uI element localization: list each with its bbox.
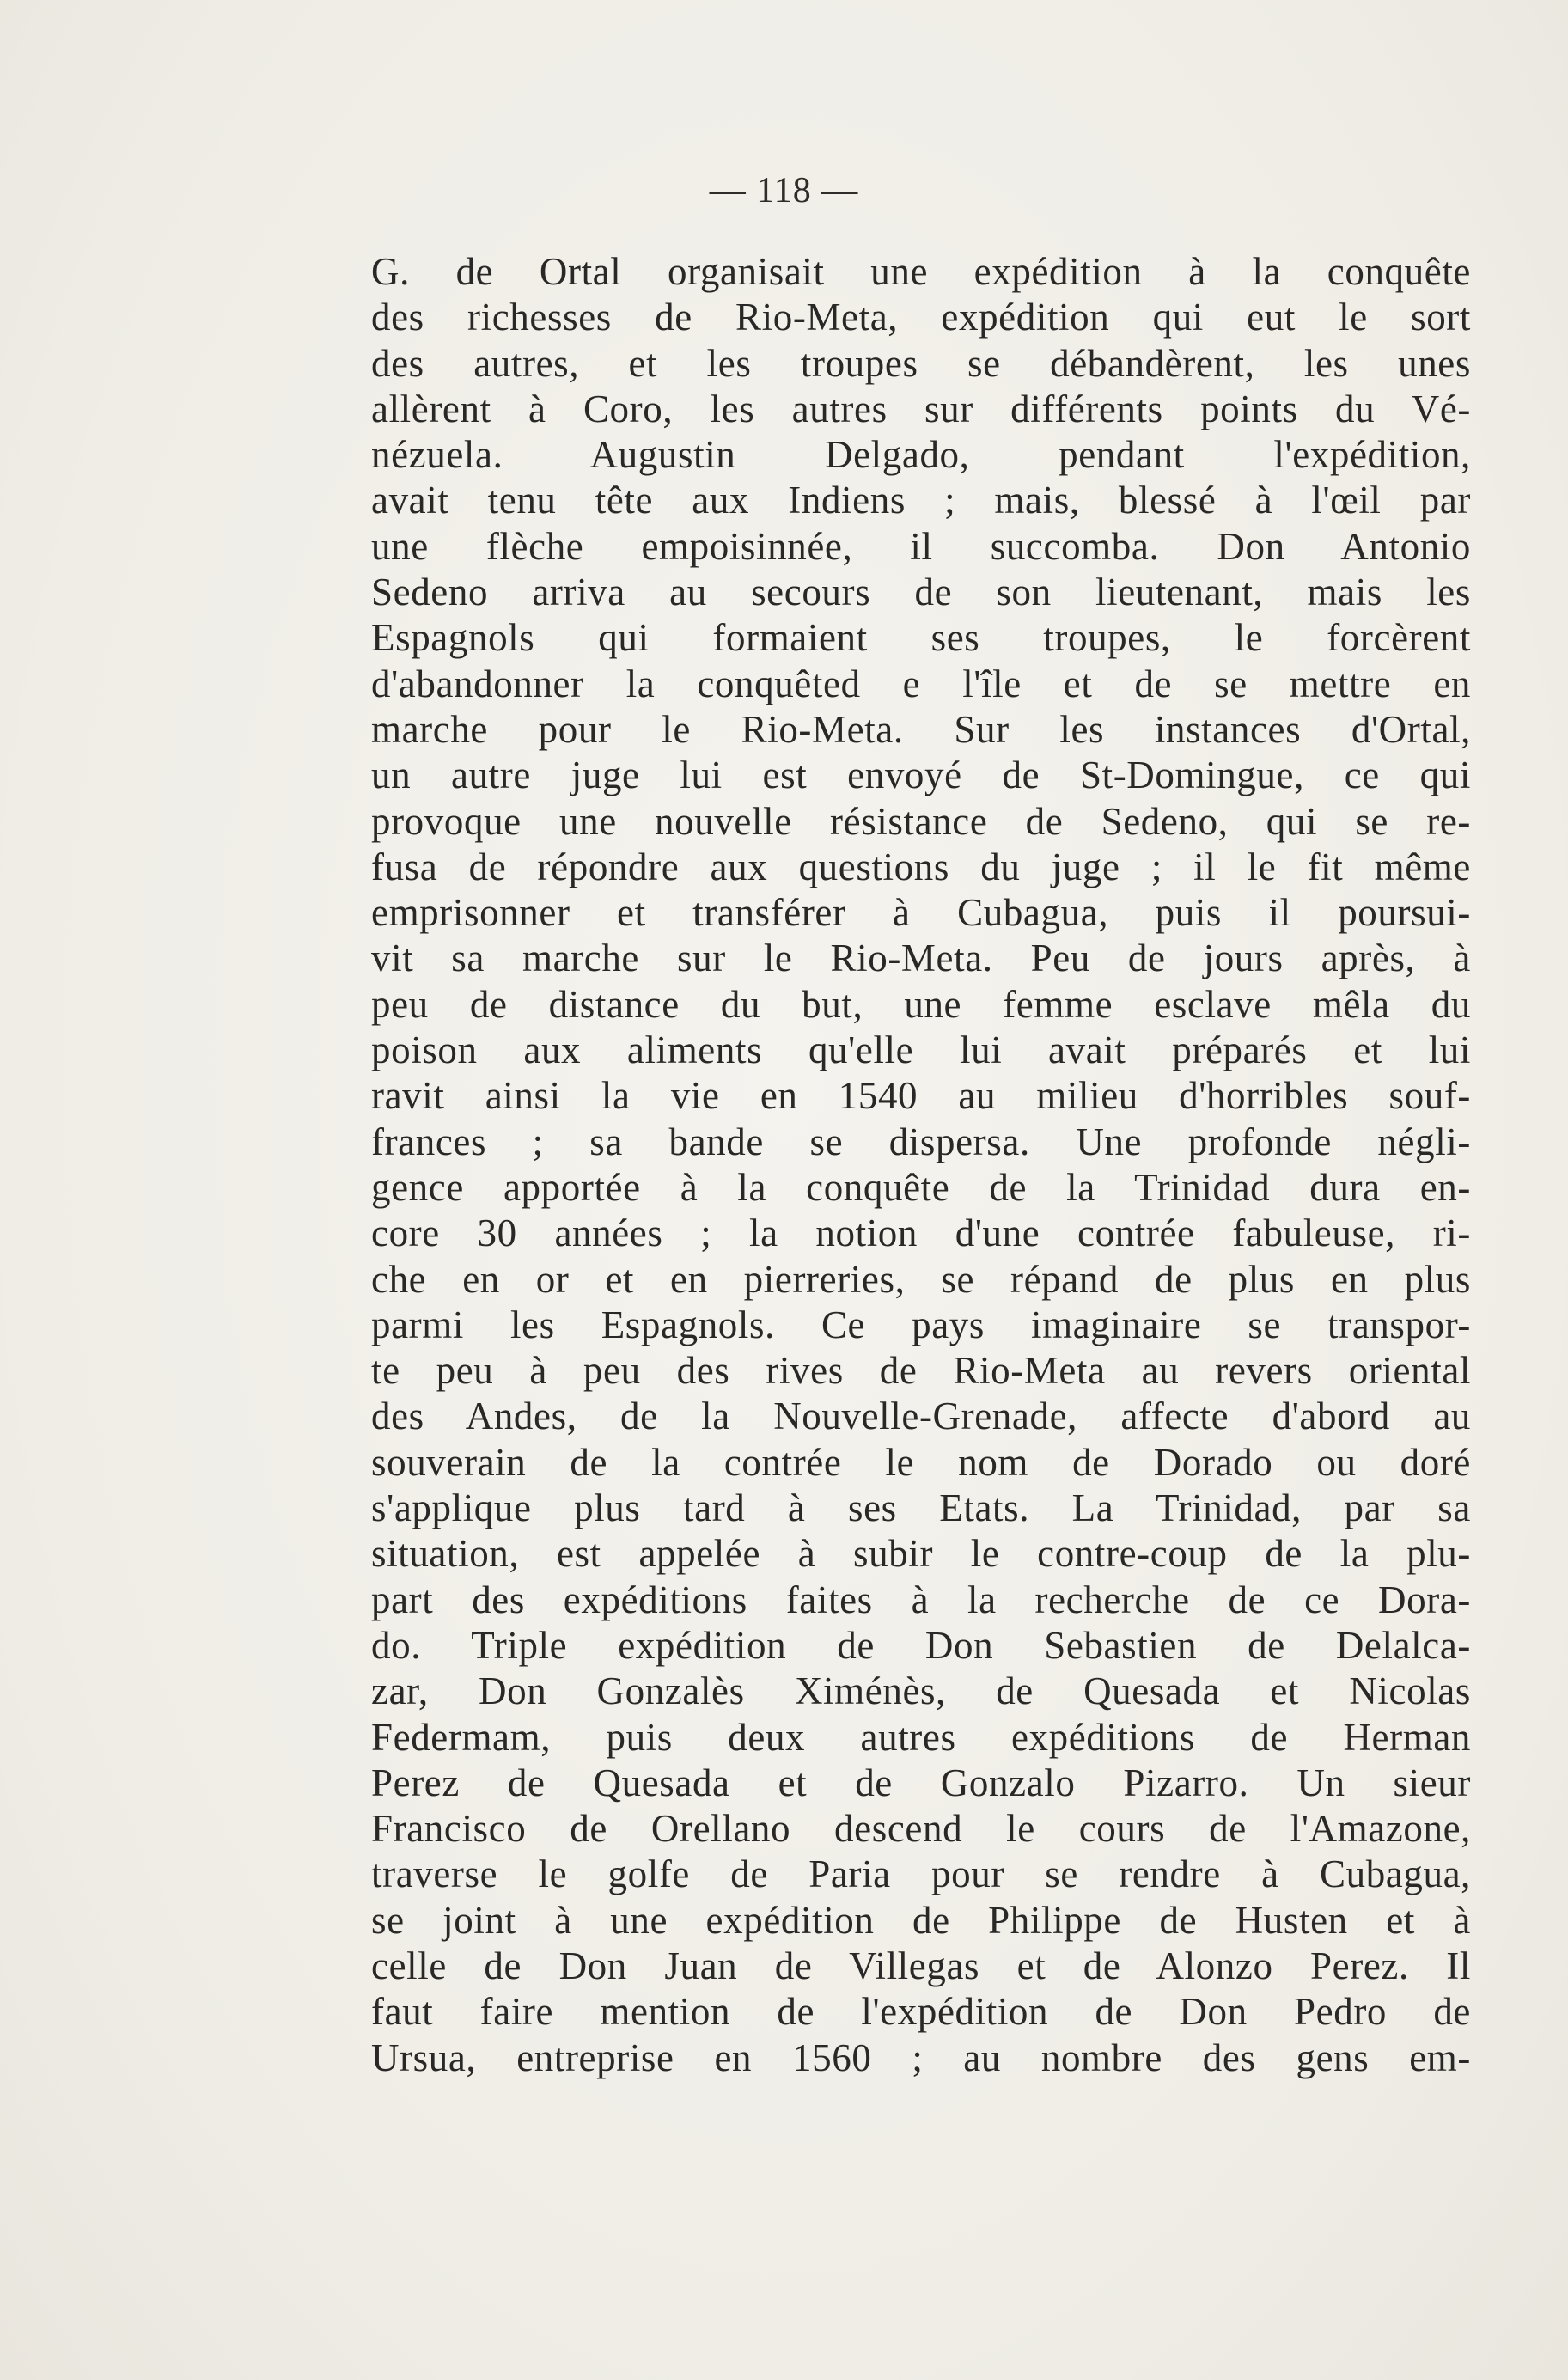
- text-line: parmi les Espagnols. Ce pays imaginaire se transpor-: [371, 1303, 1471, 1346]
- text-line: des Andes, de la Nouvelle-Grenade, affecte d'abord au: [371, 1394, 1471, 1438]
- text-line: souverain de la contrée le nom de Dorado ou doré: [371, 1440, 1471, 1484]
- text-line: avait tenu tête aux Indiens ; mais, blessé à l'œil par: [371, 479, 1471, 522]
- text-line: s'applique plus tard à ses Etats. La Trinidad, par sa: [371, 1486, 1471, 1530]
- text-line: une flèche empoisinnée, il succomba. Don Antonio: [371, 524, 1471, 568]
- text-line: nézuela. Augustin Delgado, pendant l'expédition,: [371, 433, 1471, 477]
- text-line: marche pour le Rio-Meta. Sur les instances d'Ortal,: [371, 707, 1471, 751]
- text-line: gence apportée à la conquête de la Trinidad dura en-: [371, 1165, 1471, 1209]
- text-line: celle de Don Juan de Villegas et de Alonzo Perez. Il: [371, 1944, 1471, 1987]
- text-line: se joint à une expédition de Philippe de Husten et à: [371, 1898, 1471, 1942]
- text-line: provoque une nouvelle résistance de Sedeno, qui se re-: [371, 799, 1471, 843]
- text-line: d'abandonner la conquêted e l'île et de se mettre en: [371, 662, 1471, 705]
- text-line: te peu à peu des rives de Rio-Meta au revers oriental: [371, 1349, 1471, 1393]
- text-line: allèrent à Coro, les autres sur différents points du Vé-: [371, 387, 1471, 430]
- page-number: — 118 —: [709, 171, 859, 211]
- text-line: Francisco de Orellano descend le cours de l'Amazone,: [371, 1807, 1471, 1851]
- body-text: [371, 249, 1471, 2081]
- text-line: traverse le golfe de Paria pour se rendre à Cubagua,: [371, 1852, 1471, 1896]
- text-line: che en or et en pierreries, se répand de plus en plus: [371, 1257, 1471, 1301]
- text-line: vit sa marche sur le Rio-Meta. Peu de jours après, à: [371, 937, 1471, 980]
- text-line: ravit ainsi la vie en 1540 au milieu d'horribles souf-: [371, 1074, 1471, 1118]
- text-line: situation, est appelée à subir le contre-coup de la plu-: [371, 1532, 1471, 1576]
- text-line: peu de distance du but, une femme esclave mêla du: [371, 982, 1471, 1026]
- text-line: un autre juge lui est envoyé de St-Domingue, ce qui: [371, 754, 1471, 797]
- text-line: des autres, et les troupes se débandèrent, les unes: [371, 341, 1471, 385]
- text-line: frances ; sa bande se dispersa. Une profonde négli-: [371, 1120, 1471, 1163]
- text-line: faut faire mention de l'expédition de Don Pedro de: [371, 1990, 1471, 2034]
- text-line: core 30 années ; la notion d'une contrée fabuleuse, ri-: [371, 1211, 1471, 1255]
- text-line: Perez de Quesada et de Gonzalo Pizarro. Un sieur: [371, 1761, 1471, 1804]
- text-line: Federmam, puis deux autres expéditions de Herman: [371, 1715, 1471, 1759]
- text-line: G. de Ortal organisait une expédition à la conquête: [371, 250, 1471, 293]
- text-line: zar, Don Gonzalès Ximénès, de Quesada et Nicolas: [371, 1669, 1471, 1713]
- text-line: Ursua, entreprise en 1560 ; au nombre des gens em-: [371, 2035, 1471, 2079]
- text-line: part des expéditions faites à la recherche de ce Dora-: [371, 1578, 1471, 1621]
- text-line: poison aux aliments qu'elle lui avait préparés et lui: [371, 1028, 1471, 1072]
- text-line: emprisonner et transférer à Cubagua, puis il poursui-: [371, 891, 1471, 935]
- text-line: fusa de répondre aux questions du juge ; il le fit même: [371, 845, 1471, 888]
- text-line: des richesses de Rio-Meta, expédition qui eut le sort: [371, 296, 1471, 339]
- text-line: Espagnols qui formaient ses troupes, le forcèrent: [371, 616, 1471, 660]
- text-line: Sedeno arriva au secours de son lieutenant, mais les: [371, 571, 1471, 614]
- text-line: do. Triple expédition de Don Sebastien de Delalca-: [371, 1623, 1471, 1667]
